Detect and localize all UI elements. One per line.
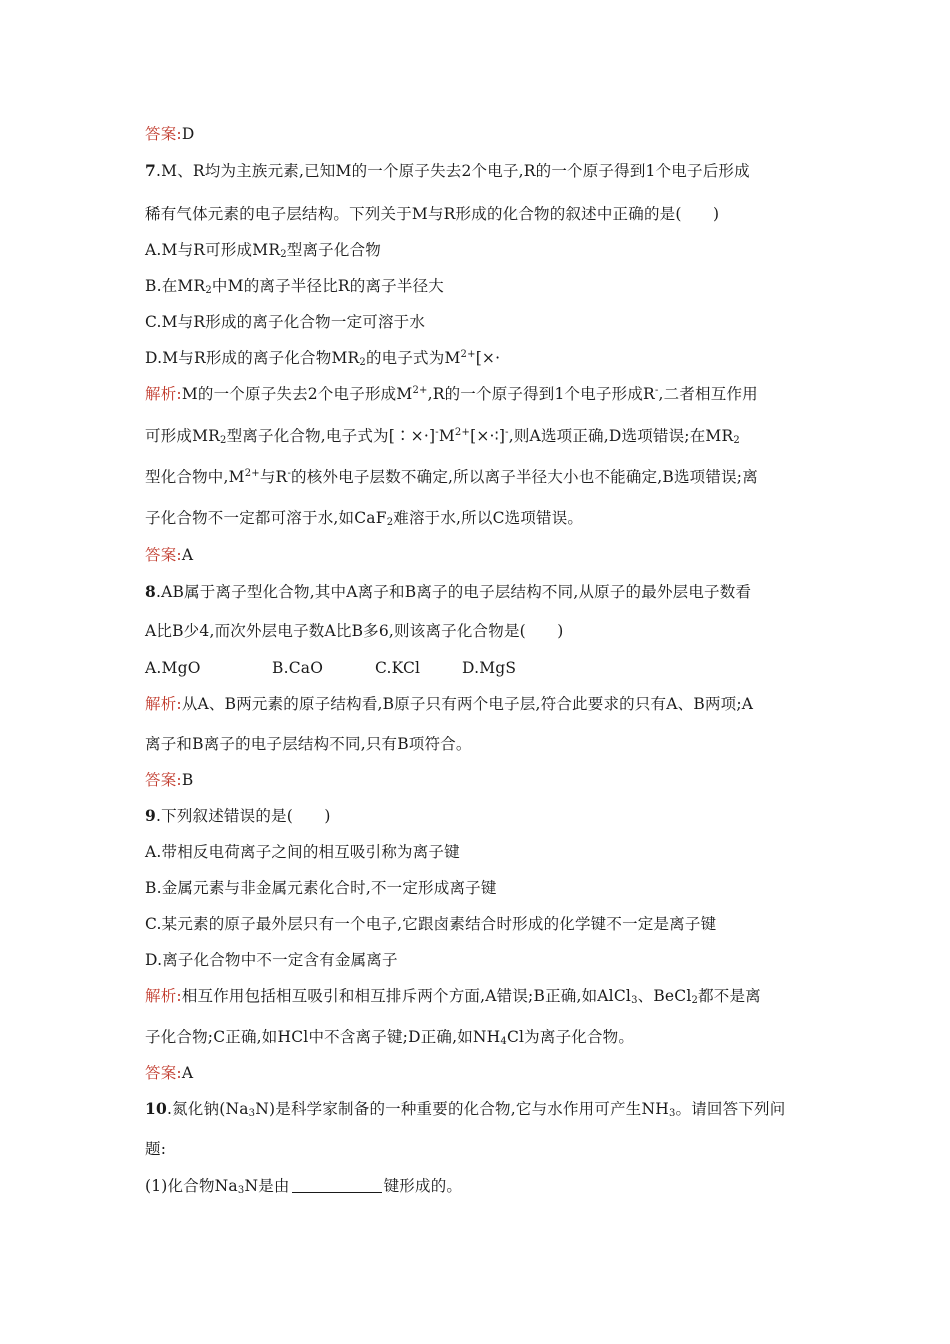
- option-c: [145, 914, 716, 934]
- question-9-line-1: [145, 806, 331, 826]
- option-text: D.离子化合物中不一定含有金属离子: [145, 951, 398, 969]
- question-text: N)是科学家制备的一种重要的化合物,它与水作用可产生NH: [255, 1100, 669, 1118]
- answer-line: [145, 1063, 193, 1083]
- explanation-text: ,二者相互作用: [658, 385, 758, 403]
- question-7-line-1: [145, 161, 750, 181]
- subscript: 4: [500, 1036, 507, 1047]
- option-a: [145, 842, 460, 862]
- subscript: 3: [668, 1108, 676, 1119]
- question-text: (1)化合物Na: [145, 1177, 238, 1195]
- answer-label: 答案:: [145, 546, 182, 564]
- explanation-text: 可形成MR: [145, 427, 221, 445]
- question-text: .氮化钠(Na: [166, 1100, 249, 1118]
- question-10-part-1: [145, 1176, 462, 1196]
- explanation-text: 子化合物;C正确,如HCl中不含离子键;D正确,如NH: [145, 1028, 501, 1046]
- explanation-text: 的核外电子层数不确定,所以离子半径大小也不能确定,B选项错误;离: [291, 468, 758, 486]
- answer-value: A: [181, 546, 194, 564]
- question-text: 键形成的。: [383, 1177, 463, 1195]
- superscript: 2+: [454, 427, 471, 438]
- explanation-line-2: [145, 426, 740, 446]
- option-text: A.M与R可形成MR: [145, 241, 281, 259]
- explanation-text: 难溶于水,所以C选项错误。: [393, 509, 584, 527]
- option-text: D.M与R形成的离子化合物MR: [145, 349, 360, 367]
- answer-line: [145, 545, 193, 565]
- answer-line: [145, 770, 193, 790]
- question-number: 8: [145, 582, 156, 601]
- superscript: -: [435, 427, 439, 438]
- option-c: C.KCl: [375, 659, 421, 677]
- option-text: 的电子式为M: [365, 349, 461, 367]
- option-b: B.CaO: [272, 659, 324, 677]
- option-text: B.在MR: [145, 277, 206, 295]
- question-8-line-1: [145, 582, 751, 602]
- answer-line: [145, 124, 194, 144]
- answer-label: 答案:: [145, 1064, 182, 1082]
- question-text: 稀有气体元素的电子层结构。下列关于M与R形成的化合物的叙述中正确的是( ): [145, 205, 720, 223]
- explanation-text: M的一个原子失去2个电子形成M: [181, 385, 413, 403]
- superscript: -: [505, 427, 509, 438]
- subscript: 2: [205, 285, 212, 296]
- question-text: N是由: [244, 1177, 290, 1195]
- option-text: C.M与R形成的离子化合物一定可溶于水: [145, 313, 426, 331]
- explanation-line-1: [145, 694, 753, 714]
- option-text: B.金属元素与非金属元素化合时,不一定形成离子键: [145, 879, 497, 897]
- answer-value: B: [181, 771, 194, 789]
- answer-label: 答案:: [145, 125, 182, 143]
- explanation-text: 与R: [259, 468, 288, 486]
- option-a: [145, 240, 381, 260]
- explanation-line-2: [145, 734, 472, 754]
- explanation-label: 解析:: [145, 385, 182, 403]
- question-8-line-2: [145, 621, 564, 641]
- option-text: A.带相反电荷离子之间的相互吸引称为离子键: [145, 843, 460, 861]
- explanation-label: 解析:: [145, 695, 182, 713]
- option-d: D.MgS: [462, 659, 517, 677]
- question-8-options: [145, 658, 516, 678]
- explanation-text: ,R的一个原子得到1个电子形成R: [427, 385, 655, 403]
- answer-blank[interactable]: [292, 1178, 382, 1193]
- subscript: 2: [386, 517, 394, 528]
- explanation-text: 离子和B离子的电子层结构不同,只有B项符合。: [145, 735, 472, 753]
- option-d: [145, 950, 398, 970]
- explanation-text: 型化合物中,M: [145, 468, 245, 486]
- answer-value: D: [181, 125, 195, 143]
- question-text: A比B少4,而次外层电子数A比B多6,则该离子化合物是( ): [145, 622, 564, 640]
- option-b: [145, 878, 497, 898]
- explanation-text: 型离子化合物,电子式为[∶×·]: [226, 427, 436, 445]
- explanation-text: 从A、B两元素的原子结构看,B原子只有两个电子层,符合此要求的只有A、B两项;A: [181, 695, 754, 713]
- superscript: 2+: [460, 349, 476, 360]
- subscript: 3: [237, 1185, 245, 1196]
- question-text: .M、R均为主族元素,已知M的一个原子失去2个电子,R的一个原子得到1个电子后形成: [156, 162, 750, 180]
- question-number: 7: [145, 161, 156, 180]
- question-text: 题:: [145, 1140, 167, 1158]
- subscript: 3: [248, 1108, 256, 1119]
- explanation-label: 解析:: [145, 987, 182, 1005]
- explanation-line-1: [145, 384, 758, 404]
- option-a: A.MgO: [145, 659, 201, 677]
- subscript: 3: [631, 995, 638, 1006]
- explanation-text: 子化合物不一定都可溶于水,如CaF: [145, 509, 387, 527]
- option-b: [145, 276, 444, 296]
- question-text: .AB属于离子型化合物,其中A离子和B离子的电子层结构不同,从原子的最外层电子数看: [156, 583, 752, 601]
- subscript: 2: [280, 249, 287, 260]
- subscript: 2: [220, 435, 227, 446]
- answer-label: 答案:: [145, 771, 182, 789]
- explanation-line-1: [145, 986, 761, 1006]
- subscript: 2: [359, 357, 366, 368]
- explanation-text: ,则A选项正确,D选项错误;在MR: [508, 427, 734, 445]
- superscript: -: [287, 468, 292, 479]
- question-number: 10: [145, 1099, 167, 1118]
- option-c: [145, 312, 425, 332]
- option-text: 型离子化合物: [286, 241, 381, 259]
- option-d: [145, 348, 500, 368]
- question-text: 。请回答下列问: [675, 1100, 786, 1118]
- explanation-line-2: [145, 1027, 634, 1047]
- option-text: 中M的离子半径比R的离子半径大: [211, 277, 444, 295]
- question-10-line-1: [145, 1099, 785, 1119]
- explanation-line-3: [145, 467, 758, 487]
- explanation-text: 、BeCl: [637, 987, 692, 1005]
- explanation-text: [×·∶]: [470, 427, 506, 445]
- question-text: .下列叙述错误的是( ): [156, 807, 331, 825]
- explanation-text: M: [438, 427, 455, 445]
- option-text: C.某元素的原子最外层只有一个电子,它跟卤素结合时形成的化学键不一定是离子键: [145, 915, 717, 933]
- subscript: 2: [733, 435, 740, 446]
- explanation-text: 相互作用包括相互吸引和相互排斥两个方面,A错误;B正确,如AlCl: [181, 987, 632, 1005]
- superscript: -: [654, 385, 659, 396]
- superscript: 2+: [412, 385, 428, 396]
- question-7-line-2: [145, 204, 719, 224]
- question-number: 9: [145, 806, 156, 825]
- explanation-line-4: [145, 508, 583, 528]
- explanation-text: Cl为离子化合物。: [506, 1028, 635, 1046]
- subscript: 2: [691, 995, 699, 1006]
- superscript: 2+: [244, 468, 260, 479]
- question-10-line-2: [145, 1139, 166, 1159]
- option-text: [×·: [475, 349, 501, 367]
- explanation-text: 都不是离: [698, 987, 761, 1005]
- answer-value: A: [181, 1064, 194, 1082]
